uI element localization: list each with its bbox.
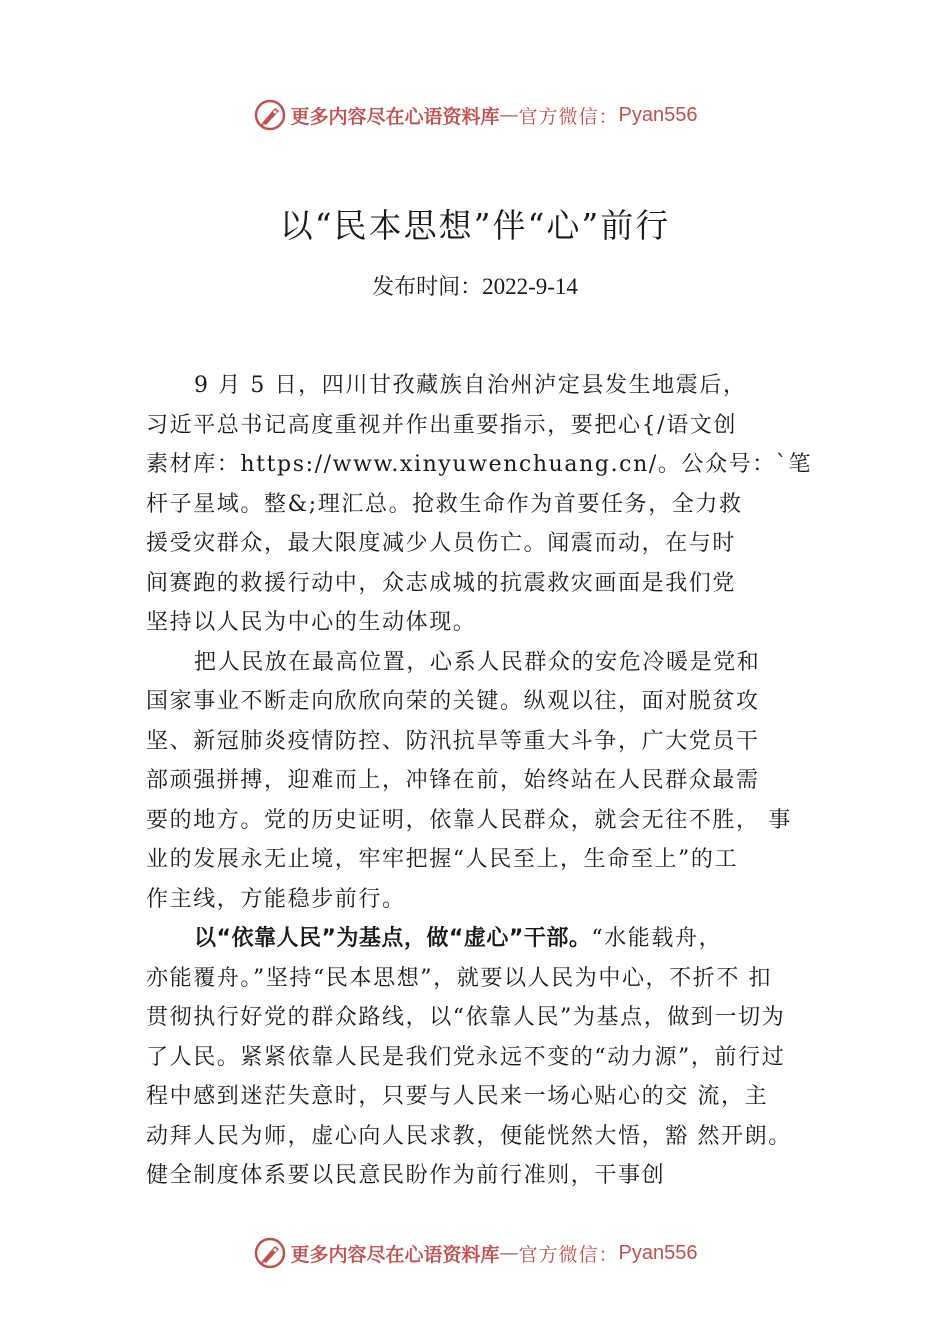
body-line: 贯彻执行好党的群众路线，以“依靠人民”为基点，做到一切为 bbox=[146, 1005, 786, 1030]
body-line: 动拜人民为师，虚心向人民求教，便能恍然大悟，豁 然开朗。 bbox=[146, 1123, 792, 1149]
body-line: 9 月 5 日，四川甘孜藏族自治州泸定县发生地震后， bbox=[194, 373, 747, 398]
body-line: 要的地方。党的历史证明，依靠人民群众，就会无往不胜， 事 bbox=[146, 807, 792, 833]
body-line: 国家事业不断走向欣欣向荣的关键。纵观以往，面对脱贫攻 bbox=[146, 689, 760, 714]
banner-dash: — bbox=[499, 1242, 519, 1264]
publish-date bbox=[0, 270, 950, 301]
body-line: 作主线，方能稳步前行。 bbox=[146, 886, 406, 912]
body-line: 援受灾群众，最大限度减少人员伤亡。闻震而动，在与时 bbox=[146, 531, 737, 556]
banner-wechat-label: 官方微信： bbox=[518, 1243, 619, 1266]
body-line: 健全制度体系要以民意民盼作为前行准则，干事创 bbox=[146, 1163, 666, 1188]
publish-date-label: 发布时间： bbox=[372, 275, 483, 300]
body-line-tail: “水能载舟， bbox=[591, 926, 723, 951]
publish-date-value: 2022-9-14 bbox=[482, 274, 578, 299]
body-line: 部顽强拼搏，迎难而上，冲锋在前，始终站在人民群众最需 bbox=[146, 768, 760, 793]
body-line: 程中感到迷茫失意时，只要与人民来一场心贴心的交 流，主 bbox=[146, 1084, 769, 1109]
banner-wechat-id: Pyan556 bbox=[618, 1241, 698, 1264]
header-banner bbox=[0, 95, 950, 135]
body-line-with-heading bbox=[146, 919, 836, 959]
banner-brand-text: 更多内容尽在心语资料库 bbox=[290, 105, 500, 128]
bold-subheading: 以“依靠人民”为基点，做“虚心”干部。 bbox=[194, 926, 592, 951]
banner-wechat-id: Pyan556 bbox=[618, 103, 698, 126]
body-line: 习近平总书记高度重视并作出重要指示，要把心{/语文创 bbox=[146, 412, 738, 438]
banner-wechat-label: 官方微信： bbox=[518, 105, 619, 128]
pen-nib-logo-icon bbox=[253, 1236, 287, 1270]
body-line: 了人民。紧紧依靠人民是我们党永远不变的“动力源”，前行过 bbox=[146, 1044, 786, 1070]
banner-brand-text: 更多内容尽在心语资料库 bbox=[290, 1243, 500, 1266]
article-title: 以“民本思想”伴“心”前行 bbox=[279, 206, 671, 245]
banner-dash: — bbox=[499, 104, 519, 126]
body-line: 业的发展永无止境，牢牢把握“人民至上，生命至上”的工 bbox=[146, 847, 739, 872]
article-body bbox=[146, 366, 836, 1196]
footer-banner bbox=[0, 1233, 950, 1273]
body-line: 杆子星域。整&;理汇总。抢救生命作为首要任务，全力救 bbox=[146, 491, 743, 517]
body-line: 亦能覆舟。”坚持“民本思想”，就要以人民为中心，不折不 扣 bbox=[146, 965, 773, 991]
body-line: 把人民放在最高位置，心系人民群众的安危冷暖是党和 bbox=[194, 649, 761, 675]
body-line: 素材库：https://www.xinyuwenchuang.cn/。公众号：`笔 bbox=[146, 452, 813, 477]
pen-nib-logo-icon bbox=[253, 98, 287, 132]
body-line: 坚、新冠肺炎疫情防控、防汛抗旱等重大斗争，广大党员干 bbox=[146, 728, 760, 754]
body-line: 间赛跑的救援行动中，众志成城的抗震救灾画面是我们党 bbox=[146, 570, 737, 596]
body-line: 坚持以人民为中心的生动体现。 bbox=[146, 610, 477, 635]
